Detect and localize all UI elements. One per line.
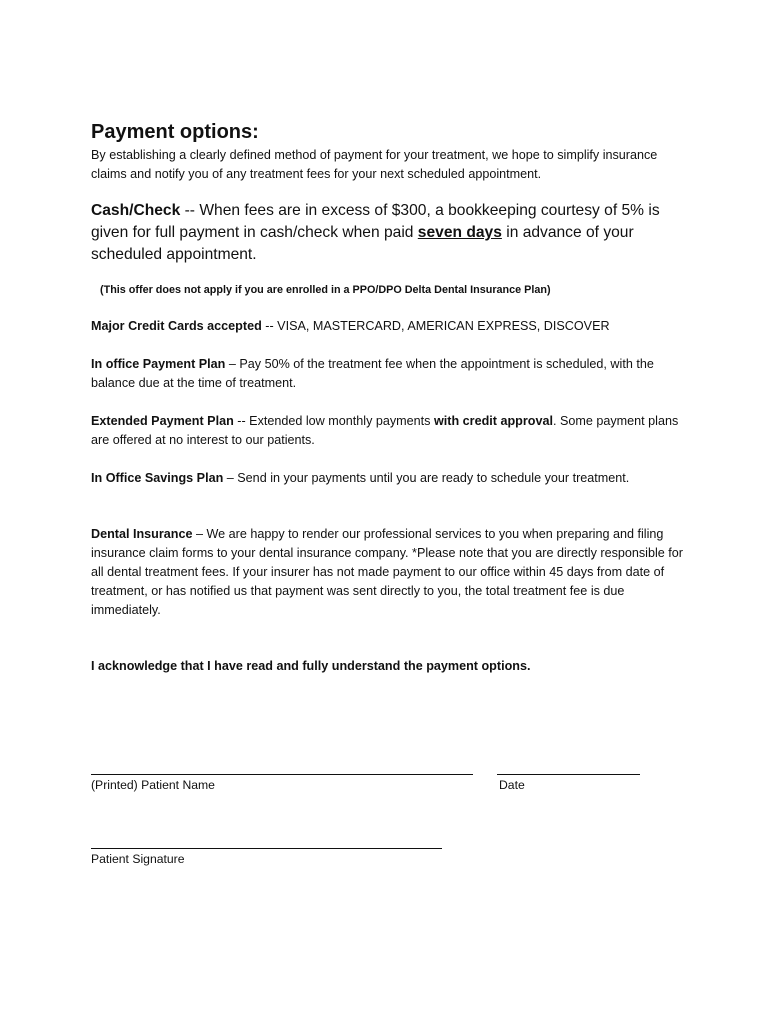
patient-signature-label: Patient Signature <box>91 852 185 866</box>
extended-plan-text-2: . Some payment plans are offered at no interest to our patients. <box>91 413 679 447</box>
credit-cards-text: -- VISA, MASTERCARD, AMERICAN EXPRESS, DISCOVER <box>261 318 610 333</box>
cash-check-note: (This offer does not apply if you are enrolled in a PPO/DPO Delta Dental Insurance Plan) <box>100 283 551 296</box>
in-office-plan-text: – Pay 50% of the treatment fee when the appointment is scheduled, with the balance due at the time of treatment. <box>91 356 654 390</box>
dental-insurance-heading: Dental Insurance <box>91 526 193 541</box>
credit-approval-emphasis: with credit approval <box>433 413 553 428</box>
savings-plan-heading: In Office Savings Plan <box>91 470 224 485</box>
acknowledgement: I acknowledge that I have read and fully understand the payment options. <box>91 658 531 673</box>
payment-options-document <box>91 118 691 676</box>
date-line[interactable] <box>497 774 640 775</box>
page-title: Payment options: <box>91 121 259 143</box>
in-office-plan-heading: In office Payment Plan <box>91 356 226 371</box>
extended-plan-text-1: -- Extended low monthly payments <box>233 413 434 428</box>
dental-insurance-text: – We are happy to render our professional services to you when preparing and filing insurance claim forms to your dental insurance company. *Please note that you are directly responsible for all dental treatment fees. If your insurer has not made payment to our office within 45 days from date of treatment, or has notified us that payment was sent directly to you, the total treatment fee is due immediately. <box>91 526 683 617</box>
cash-check-paragraph <box>91 200 691 266</box>
credit-cards-paragraph <box>91 317 691 336</box>
extended-plan-heading: Extended Payment Plan <box>91 413 234 428</box>
seven-days-emphasis: seven days <box>417 224 502 241</box>
savings-plan-paragraph <box>91 469 691 488</box>
intro-paragraph: By establishing a clearly defined method of payment for your treatment, we hope to simplify insurance claims and notify you of any treatment fees for your next scheduled appointment. <box>91 148 658 181</box>
cash-check-text-2: in advance of your scheduled appointment. <box>91 224 634 263</box>
in-office-plan-paragraph <box>91 355 691 393</box>
patient-name-label: (Printed) Patient Name <box>91 778 215 792</box>
patient-signature-line[interactable] <box>91 848 442 849</box>
date-label: Date <box>499 778 525 792</box>
savings-plan-text: – Send in your payments until you are ready to schedule your treatment. <box>223 470 630 485</box>
cash-check-heading: Cash/Check <box>91 202 181 219</box>
dental-insurance-paragraph <box>91 525 691 620</box>
cash-check-text-1: -- When fees are in excess of $300, a bookkeeping courtesy of 5% is given for full payment in cash/check when paid <box>91 202 660 241</box>
extended-plan-paragraph <box>91 412 691 450</box>
credit-cards-heading: Major Credit Cards accepted <box>91 318 262 333</box>
patient-name-line[interactable] <box>91 774 473 775</box>
